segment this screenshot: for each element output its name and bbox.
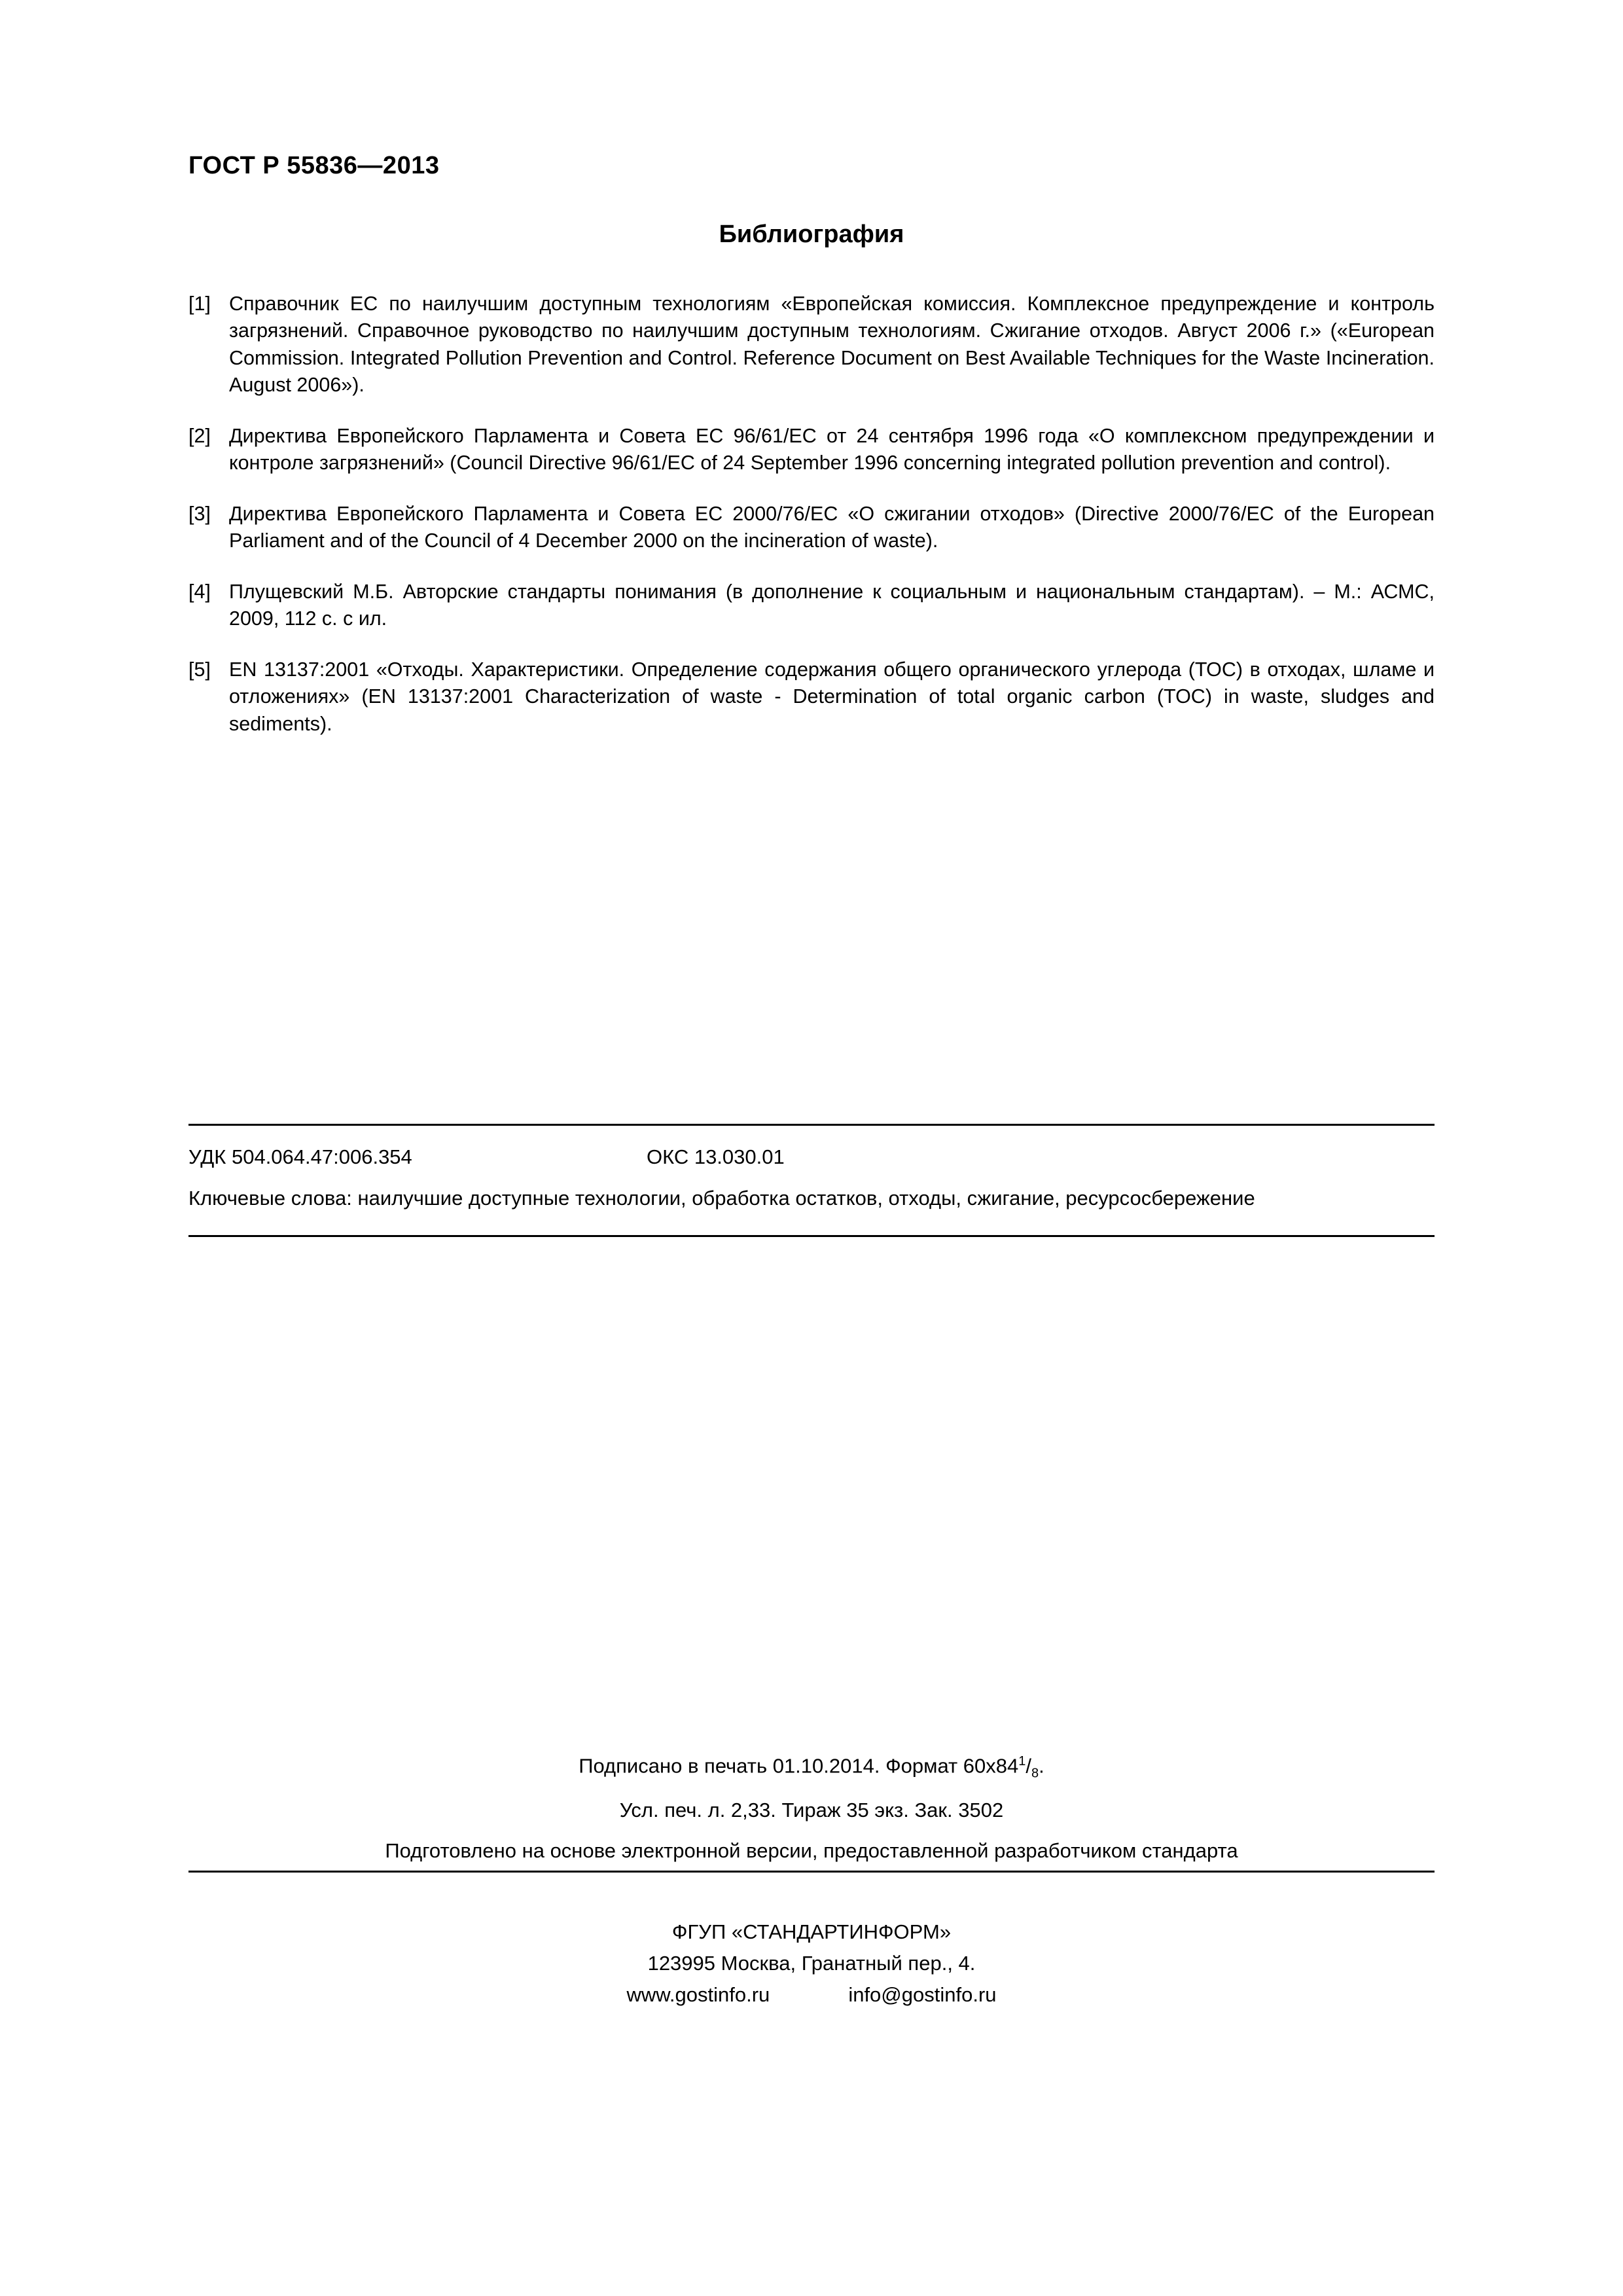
publisher-contacts [188,1981,1435,2009]
publisher-email[interactable]: info@gostinfo.ru [848,1983,997,2007]
list-item [188,423,1435,477]
imprint-print-line: Подписано в печать 01.10.2014. Формат $60х84^1/_8$. [579,1754,1044,1781]
bibliography-item-text: Директива Европейского Парламента и Совета ЕС 2000/76/ЕС «О сжигании отходов» (Directive 2000/76/EC of the European Parliament and of the Council of 4 December 2000 on the incineration of waste). [229,502,1435,552]
format-numerator: 1 [1018,1754,1026,1768]
bibliography-item-text: Справочник ЕС по наилучшим доступным технологиям «Европейская комиссия. Комплексное предупреждение и контроль загрязнений. Справочное руководство по наилучшим доступным технологиям. Сжигание отходов. Август 2006 г.» («European Commission. Integrated Pollution Prevention and Control. Reference Document on Best Available Techniques for the Waste Incineration. August 2006»). [229,293,1435,397]
publisher-address: 123995 Москва, Гранатный пер., 4. [647,1952,976,1975]
list-item [188,501,1435,555]
bibliography-item-text: EN 13137:2001 «Отходы. Характеристики. Определение содержания общего органического углерода (ТОС) в отходах, шламе и отложениях» (EN 13137:2001 Characterization of waste - Determination of total organic carbon (TOC) in waste, sludges and sediments). [229,658,1435,735]
document-standard-number: ГОСТ Р 55836—2013 [188,152,440,179]
bibliography-item-number: [2] [188,424,211,447]
imprint-prepared-line: Подготовлено на основе электронной версии, предоставленной разработчиком стандарта [188,1839,1435,1873]
bibliography-item-number: [4] [188,580,211,603]
udk-code: УДК 504.064.47:006.354 [188,1145,412,1169]
bibliography-list [188,291,1435,738]
page-content [188,0,1435,1237]
section-title-bibliography: Библиография [719,221,904,248]
bibliography-item-number: [3] [188,502,211,525]
publisher-name: ФГУП «СТАНДАРТИНФОРМ» [671,1920,952,1943]
publisher-website[interactable]: www.gostinfo.ru [626,1983,770,2007]
bibliography-item-text: Директива Европейского Парламента и Совета ЕС 96/61/ЕС от 24 сентября 1996 года «О комплексном предупреждении и контроле загрязнений» (Council Directive 96/61/EC of 24 September 1996 concerning integrated pollution prevention and control). [229,424,1435,475]
oks-code: ОКС 13.030.01 [647,1145,785,1169]
divider-bottom [188,1235,1435,1237]
udk-oks-row [188,1126,1435,1173]
imprint-block [188,1754,1435,1873]
bibliography-item-number: [5] [188,658,211,681]
format-denominator: 8 [1031,1766,1039,1781]
footer-metadata-block [188,1124,1435,1237]
bibliography-item-text: Плущевский М.Б. Авторские стандарты понимания (в дополнение к социальным и национальным стандартам). – М.: АСМС, 2009, 112 с. с ил. [229,580,1435,630]
imprint-print-suffix: . [1039,1754,1044,1778]
imprint-print-prefix: Подписано в печать 01.10.2014. Формат 60х84 [579,1754,1019,1778]
imprint-circulation-line: Усл. печ. л. 2,33. Тираж 35 экз. Зак. 3502 [619,1798,1004,1821]
list-item [188,656,1435,738]
bibliography-item-number: [1] [188,293,211,315]
list-item [188,291,1435,399]
publisher-block [188,1918,1435,2012]
list-item [188,579,1435,633]
keywords-text: Ключевые слова: наилучшие доступные технологии, обработка остатков, отходы, сжигание, ресурсосбережение [188,1187,1255,1210]
